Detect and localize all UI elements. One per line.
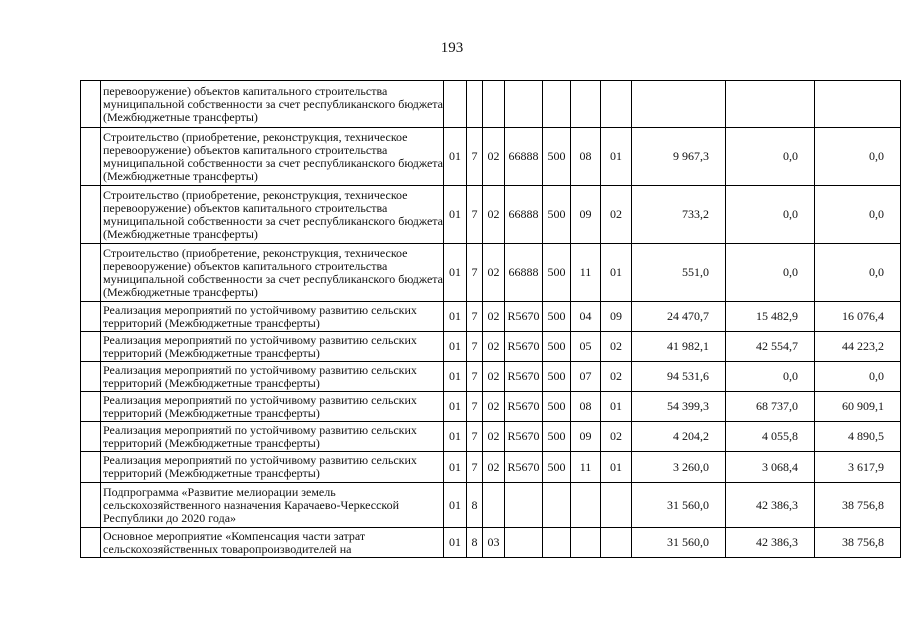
code-cell-c6: 09 bbox=[571, 422, 601, 452]
code-cell-c6 bbox=[571, 528, 601, 558]
table-row bbox=[81, 528, 901, 558]
row-description: Реализация мероприятий по устойчивому развитию сельских территорий (Межбюджетные трансферты) bbox=[101, 302, 444, 332]
code-cell-c5: 500 bbox=[543, 244, 571, 302]
code-cell-c2: 7 bbox=[467, 362, 483, 392]
code-cell-c5: 500 bbox=[543, 392, 571, 422]
row-description: перевооружение) объектов капитального строительства муниципальной собственности за счет республиканского бюджета (Межбюджетные трансферты) bbox=[101, 81, 444, 128]
amount-cell-v3: 44 223,2 bbox=[815, 332, 901, 362]
amount-cell-v2: 42 554,7 bbox=[726, 332, 815, 362]
code-cell-c3: 02 bbox=[483, 244, 505, 302]
code-cell-c3: 02 bbox=[483, 452, 505, 483]
row-description: Строительство (приобретение, реконструкция, техническое перевооружение) объектов капитального строительства муниципальной собственности за счет республиканского бюджета (Межбюджетные трансферты) bbox=[101, 186, 444, 244]
code-cell-c6: 09 bbox=[571, 186, 601, 244]
code-cell-c4: R5670 bbox=[505, 422, 543, 452]
row-number-cell bbox=[81, 392, 101, 422]
amount-cell-v1: 24 470,7 bbox=[632, 302, 726, 332]
amount-cell-v1: 4 204,2 bbox=[632, 422, 726, 452]
table-row bbox=[81, 128, 901, 186]
code-cell-c2: 7 bbox=[467, 452, 483, 483]
amount-cell-v3: 0,0 bbox=[815, 186, 901, 244]
code-cell-c3: 02 bbox=[483, 362, 505, 392]
amount-cell-v3 bbox=[815, 81, 901, 128]
code-cell-c1: 01 bbox=[444, 302, 467, 332]
row-description: Реализация мероприятий по устойчивому развитию сельских территорий (Межбюджетные трансферты) bbox=[101, 362, 444, 392]
row-description: Строительство (приобретение, реконструкция, техническое перевооружение) объектов капитального строительства муниципальной собственности за счет республиканского бюджета (Межбюджетные трансферты) bbox=[101, 244, 444, 302]
row-description: Реализация мероприятий по устойчивому развитию сельских территорий (Межбюджетные трансферты) bbox=[101, 452, 444, 483]
code-cell-c2: 7 bbox=[467, 332, 483, 362]
row-number-cell bbox=[81, 244, 101, 302]
row-number-cell bbox=[81, 332, 101, 362]
code-cell-c3: 02 bbox=[483, 392, 505, 422]
code-cell-c3: 02 bbox=[483, 128, 505, 186]
code-cell-c7: 01 bbox=[601, 392, 632, 422]
amount-cell-v1: 31 560,0 bbox=[632, 528, 726, 558]
code-cell-c5: 500 bbox=[543, 186, 571, 244]
code-cell-c1: 01 bbox=[444, 332, 467, 362]
code-cell-c4: R5670 bbox=[505, 332, 543, 362]
amount-cell-v2: 0,0 bbox=[726, 128, 815, 186]
table-row bbox=[81, 483, 901, 528]
code-cell-c1: 01 bbox=[444, 128, 467, 186]
row-description: Реализация мероприятий по устойчивому развитию сельских территорий (Межбюджетные трансферты) bbox=[101, 392, 444, 422]
amount-cell-v2: 0,0 bbox=[726, 362, 815, 392]
code-cell-c5: 500 bbox=[543, 452, 571, 483]
code-cell-c7: 02 bbox=[601, 186, 632, 244]
code-cell-c2: 8 bbox=[467, 528, 483, 558]
amount-cell-v3: 38 756,8 bbox=[815, 528, 901, 558]
amount-cell-v1: 3 260,0 bbox=[632, 452, 726, 483]
code-cell-c4: 66888 bbox=[505, 128, 543, 186]
code-cell-c6: 05 bbox=[571, 332, 601, 362]
code-cell-c5: 500 bbox=[543, 128, 571, 186]
code-cell-c4: R5670 bbox=[505, 392, 543, 422]
code-cell-c5 bbox=[543, 81, 571, 128]
code-cell-c1: 01 bbox=[444, 186, 467, 244]
code-cell-c6: 11 bbox=[571, 244, 601, 302]
code-cell-c4 bbox=[505, 483, 543, 528]
code-cell-c4 bbox=[505, 528, 543, 558]
amount-cell-v2: 42 386,3 bbox=[726, 528, 815, 558]
amount-cell-v1: 551,0 bbox=[632, 244, 726, 302]
code-cell-c3 bbox=[483, 483, 505, 528]
table-row bbox=[81, 422, 901, 452]
code-cell-c1: 01 bbox=[444, 452, 467, 483]
code-cell-c6: 11 bbox=[571, 452, 601, 483]
code-cell-c3: 02 bbox=[483, 422, 505, 452]
row-number-cell bbox=[81, 81, 101, 128]
code-cell-c6 bbox=[571, 81, 601, 128]
code-cell-c1: 01 bbox=[444, 483, 467, 528]
code-cell-c1: 01 bbox=[444, 392, 467, 422]
table-row bbox=[81, 362, 901, 392]
code-cell-c6: 08 bbox=[571, 128, 601, 186]
code-cell-c5: 500 bbox=[543, 332, 571, 362]
code-cell-c1 bbox=[444, 81, 467, 128]
code-cell-c7: 02 bbox=[601, 332, 632, 362]
table-row bbox=[81, 302, 901, 332]
code-cell-c1: 01 bbox=[444, 528, 467, 558]
row-number-cell bbox=[81, 362, 101, 392]
amount-cell-v1: 54 399,3 bbox=[632, 392, 726, 422]
code-cell-c3: 02 bbox=[483, 332, 505, 362]
code-cell-c7 bbox=[601, 528, 632, 558]
code-cell-c5: 500 bbox=[543, 302, 571, 332]
amount-cell-v2: 3 068,4 bbox=[726, 452, 815, 483]
code-cell-c1: 01 bbox=[444, 362, 467, 392]
table-row bbox=[81, 81, 901, 128]
code-cell-c5 bbox=[543, 483, 571, 528]
row-number-cell bbox=[81, 128, 101, 186]
code-cell-c2 bbox=[467, 81, 483, 128]
code-cell-c3 bbox=[483, 81, 505, 128]
table-row bbox=[81, 452, 901, 483]
code-cell-c2: 7 bbox=[467, 392, 483, 422]
amount-cell-v2: 68 737,0 bbox=[726, 392, 815, 422]
code-cell-c5 bbox=[543, 528, 571, 558]
amount-cell-v2: 0,0 bbox=[726, 186, 815, 244]
code-cell-c2: 7 bbox=[467, 302, 483, 332]
code-cell-c1: 01 bbox=[444, 244, 467, 302]
amount-cell-v2: 0,0 bbox=[726, 244, 815, 302]
code-cell-c6: 04 bbox=[571, 302, 601, 332]
amount-cell-v2: 4 055,8 bbox=[726, 422, 815, 452]
amount-cell-v3: 0,0 bbox=[815, 244, 901, 302]
row-number-cell bbox=[81, 422, 101, 452]
code-cell-c7: 01 bbox=[601, 128, 632, 186]
row-description: Реализация мероприятий по устойчивому развитию сельских территорий (Межбюджетные трансферты) bbox=[101, 332, 444, 362]
code-cell-c4: 66888 bbox=[505, 244, 543, 302]
code-cell-c7 bbox=[601, 483, 632, 528]
row-description: Подпрограмма «Развитие мелиорации земель сельскохозяйственного назначения Карачаево-Черкесской Республики до 2020 года» bbox=[101, 483, 444, 528]
table-row bbox=[81, 244, 901, 302]
code-cell-c4: R5670 bbox=[505, 302, 543, 332]
amount-cell-v3: 4 890,5 bbox=[815, 422, 901, 452]
amount-cell-v1: 41 982,1 bbox=[632, 332, 726, 362]
amount-cell-v3: 16 076,4 bbox=[815, 302, 901, 332]
amount-cell-v2: 42 386,3 bbox=[726, 483, 815, 528]
code-cell-c4 bbox=[505, 81, 543, 128]
row-description: Строительство (приобретение, реконструкция, техническое перевооружение) объектов капитального строительства муниципальной собственности за счет республиканского бюджета (Межбюджетные трансферты) bbox=[101, 128, 444, 186]
code-cell-c6: 08 bbox=[571, 392, 601, 422]
code-cell-c6: 07 bbox=[571, 362, 601, 392]
budget-table bbox=[80, 80, 901, 558]
table-row bbox=[81, 186, 901, 244]
code-cell-c1: 01 bbox=[444, 422, 467, 452]
table-row bbox=[81, 332, 901, 362]
row-number-cell bbox=[81, 302, 101, 332]
code-cell-c7 bbox=[601, 81, 632, 128]
row-description: Реализация мероприятий по устойчивому развитию сельских территорий (Межбюджетные трансферты) bbox=[101, 422, 444, 452]
amount-cell-v3: 0,0 bbox=[815, 128, 901, 186]
code-cell-c2: 7 bbox=[467, 186, 483, 244]
code-cell-c7: 01 bbox=[601, 452, 632, 483]
code-cell-c2: 7 bbox=[467, 244, 483, 302]
code-cell-c7: 02 bbox=[601, 422, 632, 452]
code-cell-c7: 01 bbox=[601, 244, 632, 302]
row-description: Основное мероприятие «Компенсация части затрат сельскохозяйственных товаропроизводителей на bbox=[101, 528, 444, 558]
row-number-cell bbox=[81, 452, 101, 483]
amount-cell-v2: 15 482,9 bbox=[726, 302, 815, 332]
code-cell-c4: 66888 bbox=[505, 186, 543, 244]
amount-cell-v3: 60 909,1 bbox=[815, 392, 901, 422]
amount-cell-v1: 94 531,6 bbox=[632, 362, 726, 392]
row-number-cell bbox=[81, 483, 101, 528]
code-cell-c2: 7 bbox=[467, 422, 483, 452]
amount-cell-v1: 31 560,0 bbox=[632, 483, 726, 528]
code-cell-c3: 02 bbox=[483, 186, 505, 244]
page-number: 193 bbox=[440, 40, 464, 56]
code-cell-c5: 500 bbox=[543, 422, 571, 452]
row-number-cell bbox=[81, 186, 101, 244]
code-cell-c2: 7 bbox=[467, 128, 483, 186]
code-cell-c2: 8 bbox=[467, 483, 483, 528]
code-cell-c7: 09 bbox=[601, 302, 632, 332]
code-cell-c5: 500 bbox=[543, 362, 571, 392]
code-cell-c6 bbox=[571, 483, 601, 528]
amount-cell-v2 bbox=[726, 81, 815, 128]
row-number-cell bbox=[81, 528, 101, 558]
table-row bbox=[81, 392, 901, 422]
code-cell-c3: 03 bbox=[483, 528, 505, 558]
amount-cell-v3: 0,0 bbox=[815, 362, 901, 392]
code-cell-c3: 02 bbox=[483, 302, 505, 332]
code-cell-c7: 02 bbox=[601, 362, 632, 392]
amount-cell-v3: 38 756,8 bbox=[815, 483, 901, 528]
code-cell-c4: R5670 bbox=[505, 362, 543, 392]
amount-cell-v1 bbox=[632, 81, 726, 128]
amount-cell-v1: 9 967,3 bbox=[632, 128, 726, 186]
code-cell-c4: R5670 bbox=[505, 452, 543, 483]
amount-cell-v1: 733,2 bbox=[632, 186, 726, 244]
amount-cell-v3: 3 617,9 bbox=[815, 452, 901, 483]
